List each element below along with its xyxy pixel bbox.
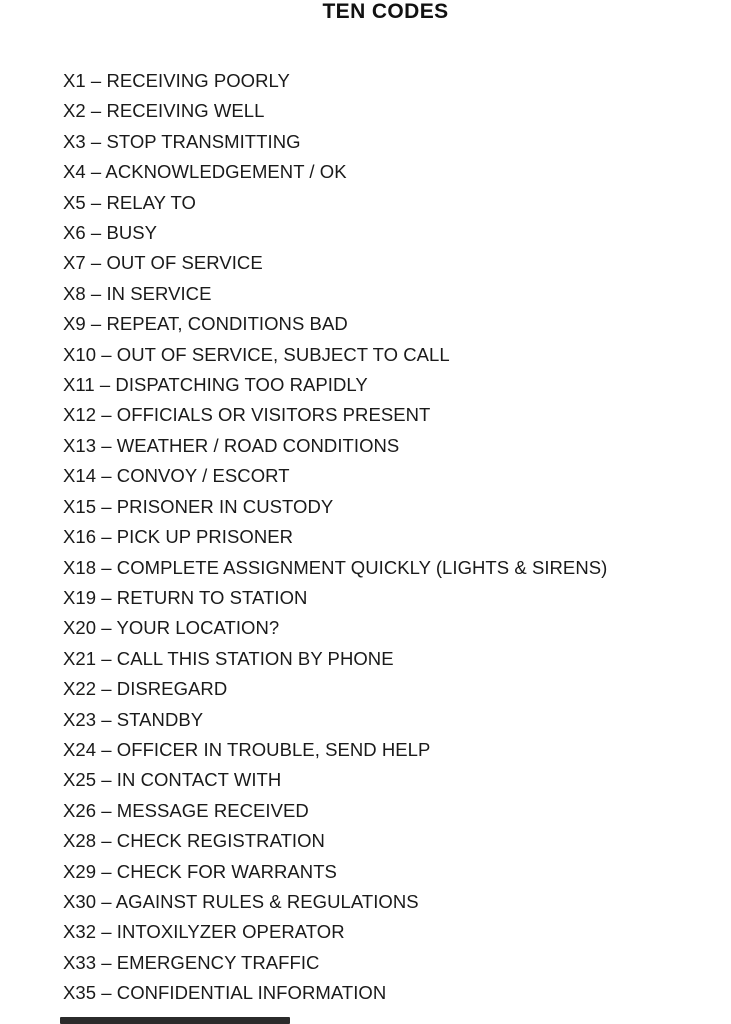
list-item: X12 – OFFICIALS OR VISITORS PRESENT	[63, 404, 431, 426]
list-item: X26 – MESSAGE RECEIVED	[63, 799, 309, 821]
list-item: X33 – EMERGENCY TRAFFIC	[63, 951, 320, 973]
list-item: X15 – PRISONER IN CUSTODY	[63, 495, 334, 517]
list-item: X24 – OFFICER IN TROUBLE, SEND HELP	[63, 738, 431, 760]
page-title: TEN CODES	[322, 0, 449, 23]
list-item: X21 – CALL THIS STATION BY PHONE	[63, 647, 394, 669]
list-item: X4 – ACKNOWLEDGEMENT / OK	[63, 161, 347, 183]
list-item: X18 – COMPLETE ASSIGNMENT QUICKLY (LIGHTS & SIRENS)	[63, 556, 608, 578]
list-item: X30 – AGAINST RULES & REGULATIONS	[63, 890, 419, 912]
list-item: X6 – BUSY	[63, 222, 158, 244]
list-item: X10 – OUT OF SERVICE, SUBJECT TO CALL	[63, 343, 450, 365]
list-item: X25 – IN CONTACT WITH	[63, 769, 282, 791]
list-item: X29 – CHECK FOR WARRANTS	[63, 860, 337, 882]
list-item: X11 – DISPATCHING TOO RAPIDLY	[63, 374, 368, 396]
list-item: X7 – OUT OF SERVICE	[63, 252, 263, 274]
list-item: X35 – CONFIDENTIAL INFORMATION	[63, 982, 387, 1004]
list-item: X5 – RELAY TO	[63, 191, 196, 213]
list-item: X8 – IN SERVICE	[63, 282, 212, 304]
ten-codes-list	[63, 66, 703, 1009]
list-item: X20 – YOUR LOCATION?	[63, 617, 280, 639]
list-item: X3 – STOP TRANSMITTING	[63, 130, 301, 152]
list-item: X22 – DISREGARD	[63, 678, 228, 700]
list-item: X19 – RETURN TO STATION	[63, 586, 308, 608]
list-item: X32 – INTOXILYZER OPERATOR	[63, 921, 345, 943]
list-item: X16 – PICK UP PRISONER	[63, 526, 294, 548]
list-item: X28 – CHECK REGISTRATION	[63, 830, 325, 852]
list-item: X2 – RECEIVING WELL	[63, 100, 265, 122]
list-item: X23 – STANDBY	[63, 708, 204, 730]
list-item: X1 – RECEIVING POORLY	[63, 70, 290, 91]
list-item: X9 – REPEAT, CONDITIONS BAD	[63, 313, 348, 335]
page-bottom-rule	[60, 1017, 290, 1024]
list-item: X13 – WEATHER / ROAD CONDITIONS	[63, 434, 400, 456]
list-item: X14 – CONVOY / ESCORT	[63, 465, 290, 487]
